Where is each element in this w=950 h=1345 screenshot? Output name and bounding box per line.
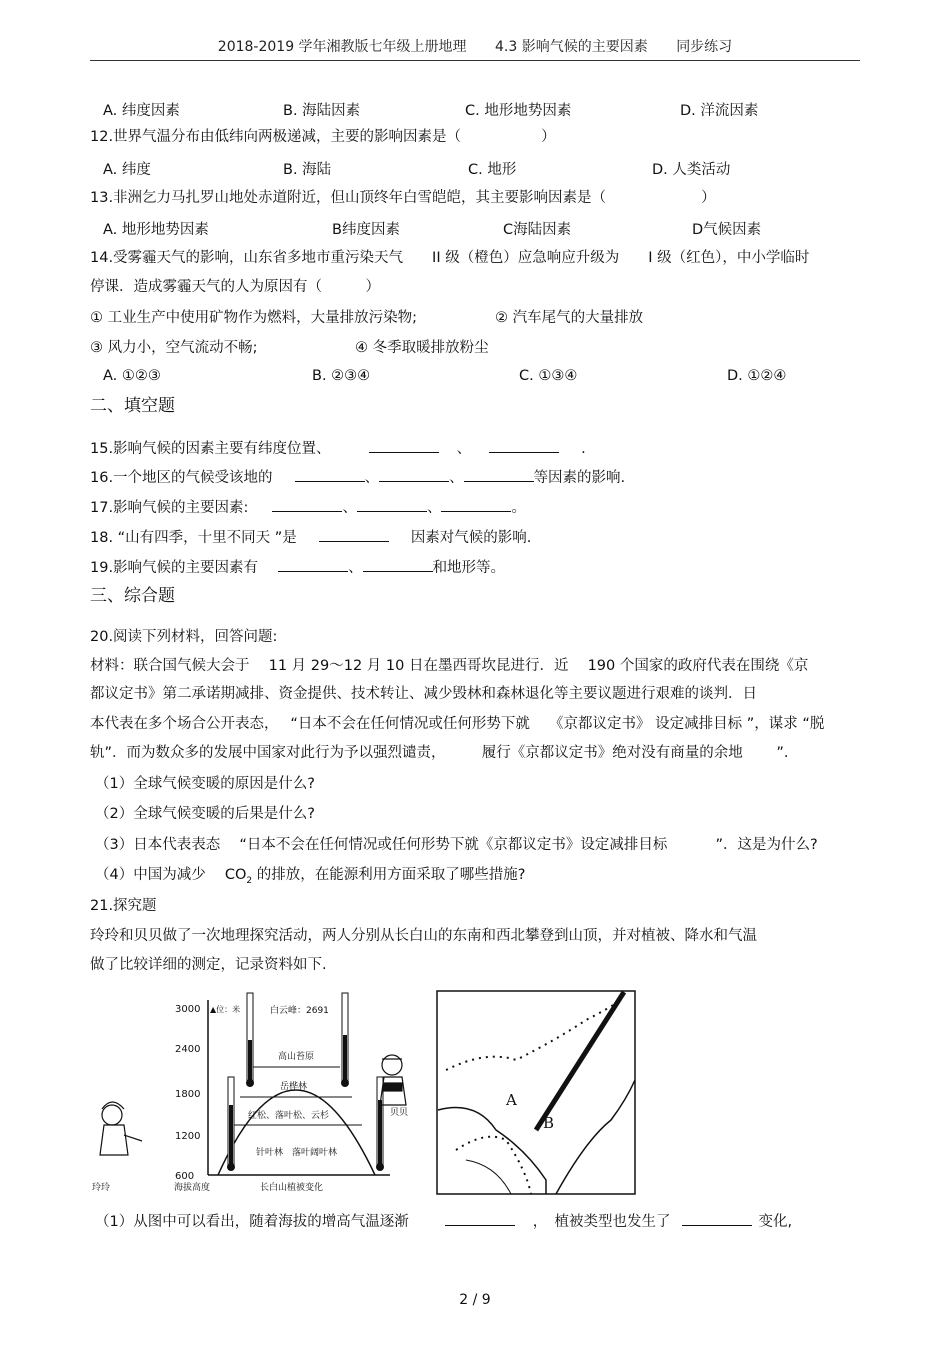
q20-material-4: 轨”．而为数众多的发展中国家对此行为予以强烈谴责， 履行《京都议定书》绝对没有商量的余地 ”. [90,745,789,761]
q14-option-c: C. ①③④ [519,368,578,384]
zone-forest: 针叶林 落叶阔叶林 [256,1148,338,1158]
q13-option-c: C海陆因素 [503,222,572,238]
q14-item1: ① 工业生产中使用矿物作为燃料，大量排放污染物; [90,310,417,326]
q13-option-a: A. 地形地势因素 [103,222,209,238]
page-number: 2 / 9 [459,1292,491,1308]
q11-option-d: D. 洋流因素 [680,103,759,119]
q17: 17.影响气候的主要因素: 、 、 。 [90,497,526,518]
q21-line-2: 做了比较详细的测定，记录资料如下. [90,957,327,973]
q14-option-a: A. ①②③ [103,368,161,384]
q14-option-d: D. ①②④ [727,368,787,384]
q20-material-3: 本代表在多个场合公开表态， “日本不会在任何情况或任何形势下就 《京都议定书》 设定减排目标 ”，谋求 “脱 [90,716,825,732]
q20-part-2: （2）全球气候变暖的后果是什么? [95,806,315,822]
q17-blank-3[interactable] [441,497,511,512]
boy-figure [380,1055,406,1105]
map-label-b: B [543,1114,555,1132]
q15-blank-1[interactable] [369,438,439,453]
zone-birch: 岳桦林 [280,1082,308,1092]
girl-figure [100,1102,142,1155]
q14-line2: 停课．造成雾霾天气的人为原因有（ ） [90,279,380,295]
x-label-altitude: 海拔高度 [174,1183,211,1193]
q12-option-b: B. 海陆 [283,162,332,178]
q16-blank-3[interactable] [464,467,534,482]
q11-option-a: A. 纬度因素 [103,103,180,119]
q19-blank-1[interactable] [278,557,348,572]
thermometer-2 [341,993,349,1087]
page-header [90,36,860,56]
header-rule [90,60,860,61]
q14-item2: ② 汽车尾气的大量排放 [495,310,644,326]
thermometer-3 [227,1077,235,1171]
ytick-600: 600 [175,1171,195,1182]
q14-item3: ③ 风力小，空气流动不畅; [90,340,258,356]
vegetation-altitude-figure [90,985,430,1195]
header-title: 2018-2019 学年湘教版七年级上册地理 [217,39,467,55]
q16: 16.一个地区的气候受该地的 、 、 等因素的影响. [90,467,625,488]
mountain-outline [218,1090,375,1175]
q14-line1: 14.受雾霾天气的影响，山东省多地市重污染天气 II 级（橙色）应急响应升级为 I 级（红色），中小学临时 [90,250,810,266]
q21-line-1: 玲玲和贝贝做了一次地理探究活动，两人分别从长白山的东南和西北攀登到山顶，并对植被、降水和气温 [90,928,757,944]
q18-blank[interactable] [319,527,389,542]
ytick-1200: 1200 [175,1131,201,1142]
q12-option-c: C. 地形 [468,162,517,178]
header-lesson: 4.3 影响气候的主要因素 [495,39,648,55]
q20-material-1: 材料：联合国气候大会于 11 月 29～12 月 10 日在墨西哥坎昆进行．近 190 个国家的政府代表在围绕《京 [90,658,809,674]
q19: 19.影响气候的主要因素有 、 和地形等。 [90,557,505,578]
ytick-1800: 1800 [175,1089,201,1100]
section-comprehensive: 三、综合题 [90,586,175,606]
q11-option-b: B. 海陆因素 [283,103,361,119]
person-left-label: 玲玲 [92,1183,111,1193]
q20-part-4: （4）中国为减少 $CO_2$ 的排放，在能源利用方面采取了哪些措施? [95,867,526,886]
q21-title: 21.探究题 [90,898,157,914]
q12-stem: 12.世界气温分布由低纬向两极递减，主要的影响因素是（ ） [90,129,556,145]
changbai-map [436,990,636,1195]
ytick-3000: 3000 [175,1004,201,1015]
zone-tundra: 高山苔原 [278,1052,315,1062]
thermometer-4 [376,1077,384,1171]
x-label-title: 长白山植被变化 [260,1183,324,1193]
q20-material-2: 都议定书》第二承诺期减排、资金提供、技术转让、减少毁林和森林退化等主要议题进行艰难的谈判．日 [90,686,757,702]
q13-option-d: D气候因素 [692,222,762,238]
ytick-2400: 2400 [175,1044,201,1055]
y-unit-label: ▲位：米 [210,1005,241,1014]
q21-blank-1[interactable] [445,1211,515,1226]
q17-blank-1[interactable] [272,497,342,512]
q15-blank-2[interactable] [489,438,559,453]
q20-part-3: （3）日本代表表态 “日本不会在任何情况或任何形势下就《京都议定书》设定减排目标 ”．这是为什么? [95,837,818,853]
q15: 15.影响气候的因素主要有纬度位置、 、 . [90,438,586,459]
q17-blank-2[interactable] [357,497,427,512]
q19-blank-2[interactable] [363,557,433,572]
q12-option-d: D. 人类活动 [652,162,731,178]
q14-item4: ④ 冬季取暖排放粉尘 [355,340,489,356]
section-fill-in: 二、填空题 [90,396,175,416]
q14-option-b: B. ②③④ [312,368,371,384]
q20-part-1: （1）全球气候变暖的原因是什么? [95,776,315,792]
q18: 18. “山有四季，十里不同天 ”是 因素对气候的影响. [90,527,531,548]
q11-option-c: C. 地形地势因素 [465,103,572,119]
q12-option-a: A. 纬度 [103,162,151,178]
thermometer-1 [246,993,254,1087]
zone-conifer-mix: 红松、落叶松、云杉 [248,1111,330,1121]
q16-blank-2[interactable] [379,467,449,482]
peak-label: 白云峰：2691 [270,1006,329,1016]
q16-blank-1[interactable] [295,467,365,482]
map-label-a: A [506,1091,517,1109]
q21-part-1: （1）从图中可以看出，随着海拔的增高气温逐渐 ， 植被类型也发生了 变化, [95,1211,792,1232]
q21-blank-2[interactable] [682,1211,752,1226]
q13-option-b: B纬度因素 [332,222,400,238]
q20-title: 20.阅读下列材料，回答问题: [90,629,278,645]
header-type: 同步练习 [676,39,733,55]
person-right-label: 贝贝 [390,1108,409,1118]
q13-stem: 13.非洲乞力马扎罗山地处赤道附近，但山顶终年白雪皑皑，其主要影响因素是（ ） [90,190,716,206]
